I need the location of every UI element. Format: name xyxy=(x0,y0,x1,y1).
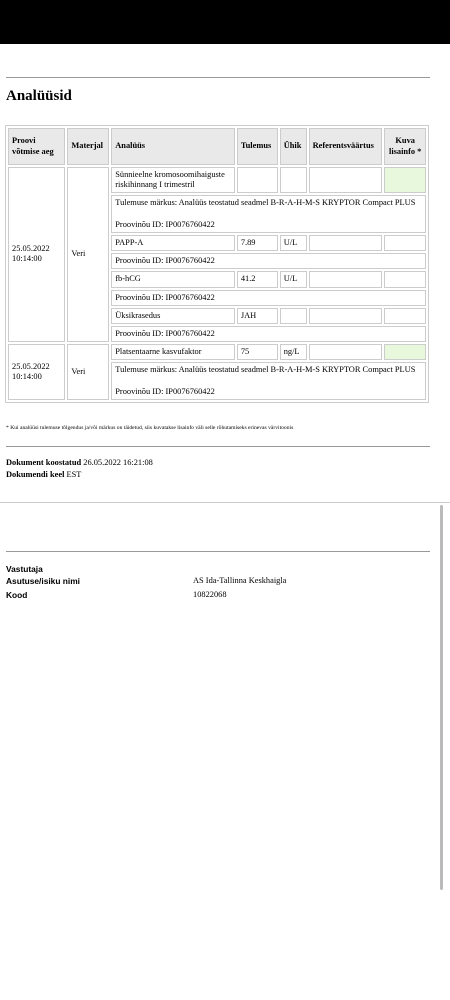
responsible-heading: Vastutaja xyxy=(6,564,43,574)
header-reference: Referentsväärtus xyxy=(309,128,383,165)
unit-cell xyxy=(280,167,307,193)
divider xyxy=(6,446,430,447)
reference-cell xyxy=(309,308,383,324)
footnote: * Kui analüüsi tulemuse tõlgendus ja/või märkus on täidetud, siis kuvatakse lisainfo väli selle rõhutamiseks erinevas värvitoonis xyxy=(6,425,294,431)
sample-id: Proovinõu ID: IP0076760422 xyxy=(111,253,426,269)
result-cell: 75 xyxy=(237,344,278,360)
document-compiled xyxy=(6,458,153,467)
show-info-cell[interactable] xyxy=(384,167,426,193)
result-note-cell xyxy=(111,362,426,400)
analysis-cell: PAPP-A xyxy=(111,235,235,251)
sample-time-cell: 25.05.2022 10:14:00 xyxy=(8,344,65,400)
header-sample-time: Proovi võtmise aeg xyxy=(8,128,65,165)
header-material: Materjal xyxy=(67,128,109,165)
divider xyxy=(0,502,450,503)
table-row xyxy=(8,344,426,360)
org-value: AS Ida-Tallinna Keskhaigla xyxy=(193,576,287,585)
sample-id: Proovinõu ID: IP0076760422 xyxy=(111,290,426,306)
org-label: Asutuse/isiku nimi xyxy=(6,576,80,586)
material-cell: Veri xyxy=(67,344,109,400)
analysis-cell: Üksikrasedus xyxy=(111,308,235,324)
language-label: Dokumendi keel xyxy=(6,470,65,479)
divider xyxy=(6,551,430,552)
analysis-cell: Platsentaarne kasvufaktor xyxy=(111,344,235,360)
scrollbar[interactable] xyxy=(440,505,443,890)
results-table xyxy=(5,125,429,403)
section-title: Analüüsid xyxy=(6,88,72,104)
analysis-cell: Sünnieelne kromosoomihaiguste riskihinnang I trimestril xyxy=(111,167,235,193)
result-cell xyxy=(237,167,278,193)
analysis-cell: fb-hCG xyxy=(111,271,235,287)
header-unit: Ühik xyxy=(280,128,307,165)
compiled-value: 26.05.2022 16:21:08 xyxy=(83,458,153,467)
unit-cell: U/L xyxy=(280,271,307,287)
unit-cell: U/L xyxy=(280,235,307,251)
result-cell: JAH xyxy=(237,308,278,324)
compiled-label: Dokument koostatud xyxy=(6,458,82,467)
show-info-cell xyxy=(384,235,426,251)
sample-time-cell: 25.05.2022 10:14:00 xyxy=(8,167,65,342)
table-row xyxy=(8,167,426,193)
result-note: Tulemuse märkus: Analüüs teostatud seadmel B-R-A-H-M-S KRYPTOR Compact PLUS xyxy=(115,198,416,208)
header-result: Tulemus xyxy=(237,128,278,165)
sample-id: Proovinõu ID: IP0076760422 xyxy=(115,220,215,230)
material-cell: Veri xyxy=(67,167,109,342)
result-note: Tulemuse märkus: Analüüs teostatud seadmel B-R-A-H-M-S KRYPTOR Compact PLUS xyxy=(115,364,416,374)
show-info-cell[interactable] xyxy=(384,344,426,360)
reference-cell xyxy=(309,344,383,360)
reference-cell xyxy=(309,271,383,287)
unit-cell: ng/L xyxy=(280,344,307,360)
divider xyxy=(6,77,430,78)
sample-id: Proovinõu ID: IP0076760422 xyxy=(115,386,215,396)
unit-cell xyxy=(280,308,307,324)
reference-cell xyxy=(309,167,383,193)
result-cell: 41.2 xyxy=(237,271,278,287)
reference-cell xyxy=(309,235,383,251)
language-value: EST xyxy=(66,470,82,479)
sample-id: Proovinõu ID: IP0076760422 xyxy=(111,326,426,342)
code-label: Kood xyxy=(6,590,28,600)
top-bar xyxy=(0,0,450,44)
header-show-info: Kuva lisainfo * xyxy=(384,128,426,165)
table-header-row xyxy=(8,128,426,165)
result-cell: 7.89 xyxy=(237,235,278,251)
document-language xyxy=(6,470,81,479)
result-note-cell xyxy=(111,195,426,233)
show-info-cell xyxy=(384,308,426,324)
show-info-cell xyxy=(384,271,426,287)
header-analysis: Analüüs xyxy=(111,128,235,165)
code-value: 10822068 xyxy=(193,590,227,599)
